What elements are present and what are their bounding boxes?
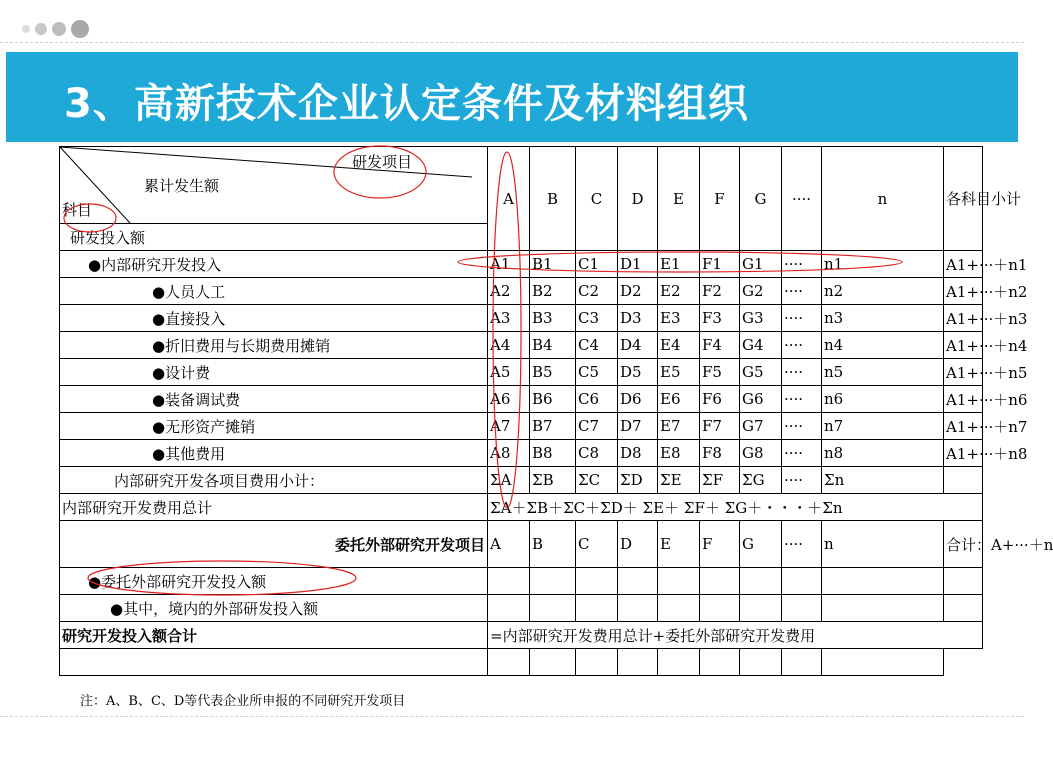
table-cell: ΣE: [658, 467, 700, 494]
table-cell: ΣG: [740, 467, 782, 494]
table-cell: ΣB: [530, 467, 576, 494]
external-header-row: [60, 521, 983, 568]
empty-row: [60, 649, 983, 676]
table-cell: n2: [822, 278, 944, 305]
column-header: C: [576, 147, 618, 251]
diagonal-lines: [60, 147, 488, 223]
table-cell: ····: [782, 521, 822, 568]
grand-total-label: 研究开发投入额合计: [60, 622, 488, 649]
table-cell: C1: [576, 251, 618, 278]
empty-cell: [576, 649, 618, 676]
empty-cell: [530, 649, 576, 676]
internal-total-label: 内部研究开发费用总计: [60, 494, 488, 521]
table-cell: B2: [530, 278, 576, 305]
table-cell: B4: [530, 332, 576, 359]
row-label: ●无形资产摊销: [60, 413, 488, 440]
table-cell: n3: [822, 305, 944, 332]
table-cell: Σn: [822, 467, 944, 494]
external-row: [60, 568, 983, 595]
table-cell: A1+···＋n7: [944, 413, 983, 440]
table-cell: [944, 595, 983, 622]
table-cell: F6: [700, 386, 740, 413]
table-cell: A8: [488, 440, 530, 467]
table-cell: [782, 595, 822, 622]
table-cell: F: [700, 521, 740, 568]
table-cell: E1: [658, 251, 700, 278]
table-cell: C5: [576, 359, 618, 386]
row-label: ●人员人工: [60, 278, 488, 305]
dot-icon: [22, 25, 30, 33]
table-cell: A7: [488, 413, 530, 440]
column-header: ····: [782, 147, 822, 251]
table-cell: A1+···＋n3: [944, 305, 983, 332]
table-cell: n6: [822, 386, 944, 413]
grand-total-row: [60, 622, 983, 649]
table-cell: B1: [530, 251, 576, 278]
column-header: G: [740, 147, 782, 251]
subtotal-label: 内部研究开发各项目费用小计：: [60, 467, 488, 494]
table-cell: D2: [618, 278, 658, 305]
page-title: 3、高新技术企业认定条件及材料组织: [64, 81, 749, 127]
header-subject-label: 科目: [62, 201, 93, 219]
table-cell: D3: [618, 305, 658, 332]
rd-expense-table: [59, 146, 1053, 676]
external-row: [60, 595, 983, 622]
table-row: [60, 305, 983, 332]
table-cell: C2: [576, 278, 618, 305]
table-cell: G3: [740, 305, 782, 332]
table-cell: E8: [658, 440, 700, 467]
table-cell: ····: [782, 332, 822, 359]
table-cell: F5: [700, 359, 740, 386]
table-row: [60, 359, 983, 386]
footnote: 注：A、B、C、D等代表企业所申报的不同研究开发项目: [80, 694, 406, 709]
table-cell: [740, 595, 782, 622]
divider: [0, 716, 1024, 717]
empty-cell: [740, 649, 782, 676]
table-cell: A: [488, 521, 530, 568]
section-label: 研发投入额: [60, 224, 488, 251]
table-cell: G5: [740, 359, 782, 386]
empty-cell: [700, 649, 740, 676]
table-cell: [700, 568, 740, 595]
table-cell: G7: [740, 413, 782, 440]
row-label: ●装备调试费: [60, 386, 488, 413]
table-cell: A2: [488, 278, 530, 305]
table-cell: F4: [700, 332, 740, 359]
empty-cell: [782, 649, 822, 676]
table-cell: B7: [530, 413, 576, 440]
table-cell: A6: [488, 386, 530, 413]
table-cell: A4: [488, 332, 530, 359]
table-cell: E: [658, 521, 700, 568]
table-cell: G1: [740, 251, 782, 278]
row-label: ●其他费用: [60, 440, 488, 467]
internal-total-formula: ΣA＋ΣB＋ΣC＋ΣD＋ ΣE＋ ΣF＋ ΣG＋・・・＋Σn: [488, 494, 983, 521]
table-header-row: [60, 147, 983, 224]
table-cell: D6: [618, 386, 658, 413]
decorative-dots: [22, 18, 89, 40]
table-cell: A1+···＋n5: [944, 359, 983, 386]
table-cell: [618, 568, 658, 595]
row-label: ●折旧费用与长期费用摊销: [60, 332, 488, 359]
internal-total-row: [60, 494, 983, 521]
table-cell: A1+···＋n8: [944, 440, 983, 467]
table-row: [60, 440, 983, 467]
row-label: ●设计费: [60, 359, 488, 386]
header-corner-cell: [60, 147, 488, 224]
row-label: ●直接投入: [60, 305, 488, 332]
table-cell: C7: [576, 413, 618, 440]
table-cell: G2: [740, 278, 782, 305]
table-cell: A1+···＋n1: [944, 251, 983, 278]
table-cell: ····: [782, 386, 822, 413]
column-header: B: [530, 147, 576, 251]
table-cell: [576, 568, 618, 595]
table-cell: ····: [782, 251, 822, 278]
column-header: 各科目小计: [944, 147, 983, 251]
table-cell: E5: [658, 359, 700, 386]
table-cell: A3: [488, 305, 530, 332]
table-cell: [822, 568, 944, 595]
table-cell: D5: [618, 359, 658, 386]
table-cell: C4: [576, 332, 618, 359]
header-project-label: 研发项目: [352, 153, 413, 171]
table-cell: D4: [618, 332, 658, 359]
table-cell: [944, 568, 983, 595]
table-cell: [740, 568, 782, 595]
table-cell: A5: [488, 359, 530, 386]
table-cell: D1: [618, 251, 658, 278]
table-cell: [530, 568, 576, 595]
table-row: [60, 332, 983, 359]
table-cell: n4: [822, 332, 944, 359]
column-header: E: [658, 147, 700, 251]
table-cell: E7: [658, 413, 700, 440]
table-cell: ····: [782, 413, 822, 440]
column-header: n: [822, 147, 944, 251]
table-cell: n5: [822, 359, 944, 386]
table-cell: [822, 595, 944, 622]
table-cell: [700, 595, 740, 622]
empty-cell: [658, 649, 700, 676]
table-row: [60, 386, 983, 413]
external-total-cell: 合计：A+···＋n: [944, 521, 983, 568]
table-cell: [944, 467, 983, 494]
external-row-label: ●其中，境内的外部研发投入额: [60, 595, 488, 622]
table-row: [60, 278, 983, 305]
table-cell: E4: [658, 332, 700, 359]
table-cell: A1+···＋n2: [944, 278, 983, 305]
table-cell: A1+···＋n6: [944, 386, 983, 413]
column-header: A: [488, 147, 530, 251]
table-cell: ····: [782, 359, 822, 386]
table-row: [60, 251, 983, 278]
table-cell: B8: [530, 440, 576, 467]
dot-icon: [71, 20, 89, 38]
table-cell: E2: [658, 278, 700, 305]
table-cell: D: [618, 521, 658, 568]
table-cell: [530, 595, 576, 622]
table-cell: ····: [782, 440, 822, 467]
table-cell: ····: [782, 467, 822, 494]
table-cell: n1: [822, 251, 944, 278]
empty-cell: [488, 649, 530, 676]
table-cell: F1: [700, 251, 740, 278]
table-cell: F2: [700, 278, 740, 305]
table-cell: [488, 595, 530, 622]
table-cell: D8: [618, 440, 658, 467]
external-row-label: ●委托外部研究开发投入额: [60, 568, 488, 595]
table-cell: ····: [782, 305, 822, 332]
table-cell: A1: [488, 251, 530, 278]
table-cell: n8: [822, 440, 944, 467]
empty-cell: [618, 649, 658, 676]
column-header: D: [618, 147, 658, 251]
table-cell: F3: [700, 305, 740, 332]
subtotal-row: [60, 467, 983, 494]
table-cell: n7: [822, 413, 944, 440]
grand-total-formula: =内部研究开发费用总计+委托外部研究开发费用: [488, 622, 983, 649]
table-cell: [576, 595, 618, 622]
table-cell: G6: [740, 386, 782, 413]
external-project-text: 委托外部研究开发项目: [334, 535, 485, 554]
table-cell: G4: [740, 332, 782, 359]
table-cell: ΣD: [618, 467, 658, 494]
table-cell: C8: [576, 440, 618, 467]
empty-cell: [822, 649, 944, 676]
table-cell: A1+···＋n4: [944, 332, 983, 359]
table-cell: C6: [576, 386, 618, 413]
empty-cell: [60, 649, 488, 676]
table-cell: C: [576, 521, 618, 568]
row-label: ●内部研究开发投入: [60, 251, 488, 278]
table-cell: ΣC: [576, 467, 618, 494]
external-project-label: [60, 521, 488, 568]
table-cell: ····: [782, 278, 822, 305]
table-cell: [658, 595, 700, 622]
table-cell: [658, 568, 700, 595]
header-amount-label: 累计发生额: [144, 177, 220, 195]
table-cell: [488, 568, 530, 595]
column-header: F: [700, 147, 740, 251]
table-cell: B5: [530, 359, 576, 386]
table-cell: E6: [658, 386, 700, 413]
dot-icon: [52, 22, 66, 36]
divider: [0, 42, 1024, 43]
table-cell: [782, 568, 822, 595]
table-cell: [618, 595, 658, 622]
table-cell: F8: [700, 440, 740, 467]
table-cell: B: [530, 521, 576, 568]
table-cell: E3: [658, 305, 700, 332]
table-row: [60, 413, 983, 440]
table-cell: ΣA: [488, 467, 530, 494]
dot-icon: [35, 23, 47, 35]
table-cell: n: [822, 521, 944, 568]
table-cell: ΣF: [700, 467, 740, 494]
table-cell: D7: [618, 413, 658, 440]
table-cell: F7: [700, 413, 740, 440]
table-cell: B6: [530, 386, 576, 413]
table-cell: B3: [530, 305, 576, 332]
table-cell: G: [740, 521, 782, 568]
table-cell: G8: [740, 440, 782, 467]
table-cell: C3: [576, 305, 618, 332]
